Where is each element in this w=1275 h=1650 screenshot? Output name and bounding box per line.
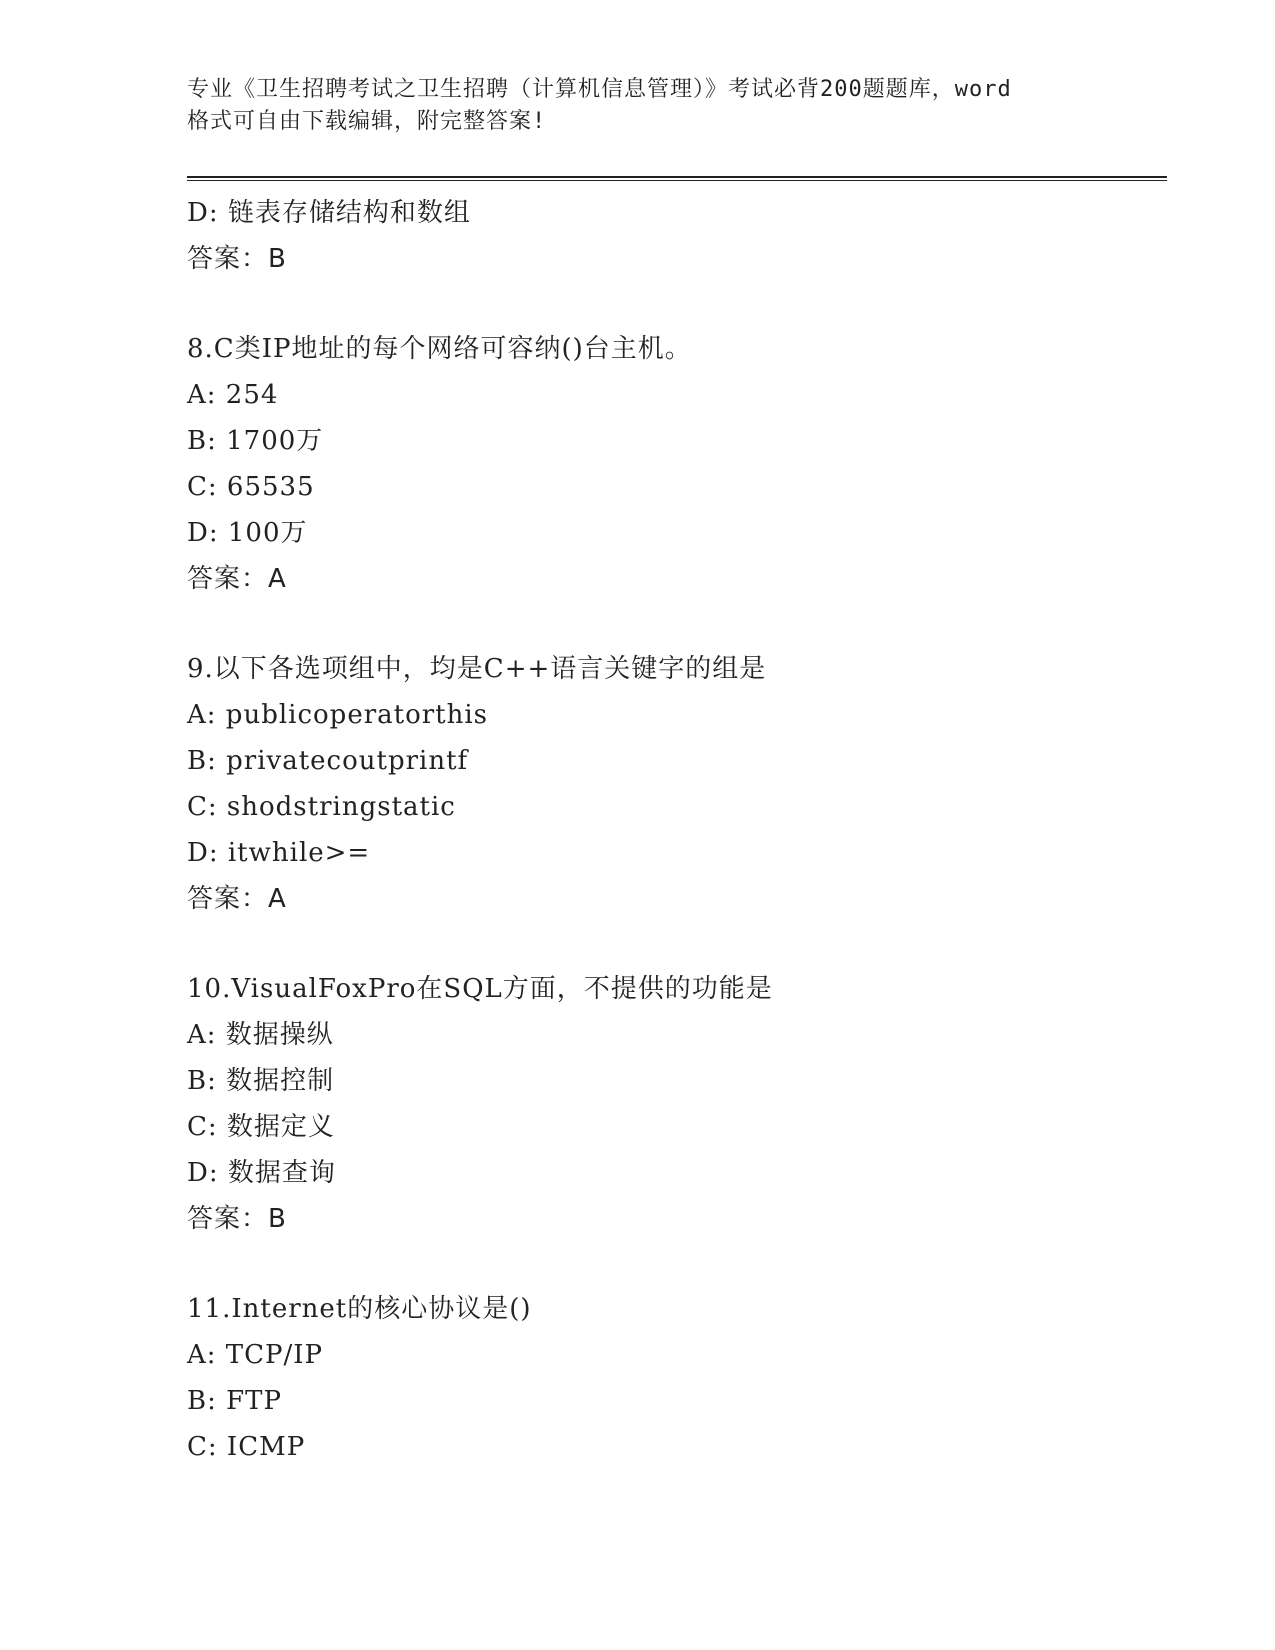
- answer: 答案：B: [187, 1204, 287, 1234]
- header-line-1: 专业《卫生招聘考试之卫生招聘（计算机信息管理）》考试必背200题题库，word: [187, 77, 1012, 102]
- option-d: D: 链表存储结构和数组: [187, 198, 471, 228]
- option-b: B: 数据控制: [187, 1066, 335, 1096]
- question-text: 10.VisualFoxPro在SQL方面，不提供的功能是: [187, 974, 773, 1004]
- answer: 答案：A: [187, 884, 287, 914]
- answer: 答案：A: [187, 564, 287, 594]
- option-d: D: 100万: [187, 518, 308, 548]
- question-block-11: [187, 1286, 1167, 1470]
- option-c: C: 数据定义: [187, 1112, 335, 1142]
- answer: 答案：B: [187, 244, 287, 274]
- option-c: C: 65535: [187, 472, 315, 502]
- question-block-9: [187, 646, 1167, 922]
- option-a: A: publicoperatorthis: [187, 700, 489, 730]
- question-list: [187, 190, 1167, 1470]
- option-a: A: 数据操纵: [187, 1020, 334, 1050]
- option-a: A: 254: [187, 380, 279, 410]
- header-divider: [187, 176, 1167, 181]
- question-text: 8.C类IP地址的每个网络可容纳()台主机。: [187, 334, 692, 364]
- header-line-2: 格式可自由下载编辑，附完整答案!: [187, 109, 547, 134]
- option-d: D: 数据查询: [187, 1158, 336, 1188]
- document-header: [187, 74, 1092, 138]
- option-c: C: shodstringstatic: [187, 792, 456, 822]
- question-text: 9.以下各选项组中，均是C++语言关键字的组是: [187, 654, 767, 684]
- option-b: B: privatecoutprintf: [187, 746, 469, 776]
- question-block-10: [187, 966, 1167, 1242]
- option-c: C: ICMP: [187, 1432, 306, 1462]
- question-block-8: [187, 326, 1167, 602]
- option-d: D: itwhile>=: [187, 838, 371, 868]
- option-b: B: FTP: [187, 1386, 283, 1416]
- question-text: 11.Internet的核心协议是(): [187, 1294, 532, 1324]
- option-b: B: 1700万: [187, 426, 324, 456]
- question-block-7-tail: [187, 190, 1167, 282]
- option-a: A: TCP/IP: [187, 1340, 324, 1370]
